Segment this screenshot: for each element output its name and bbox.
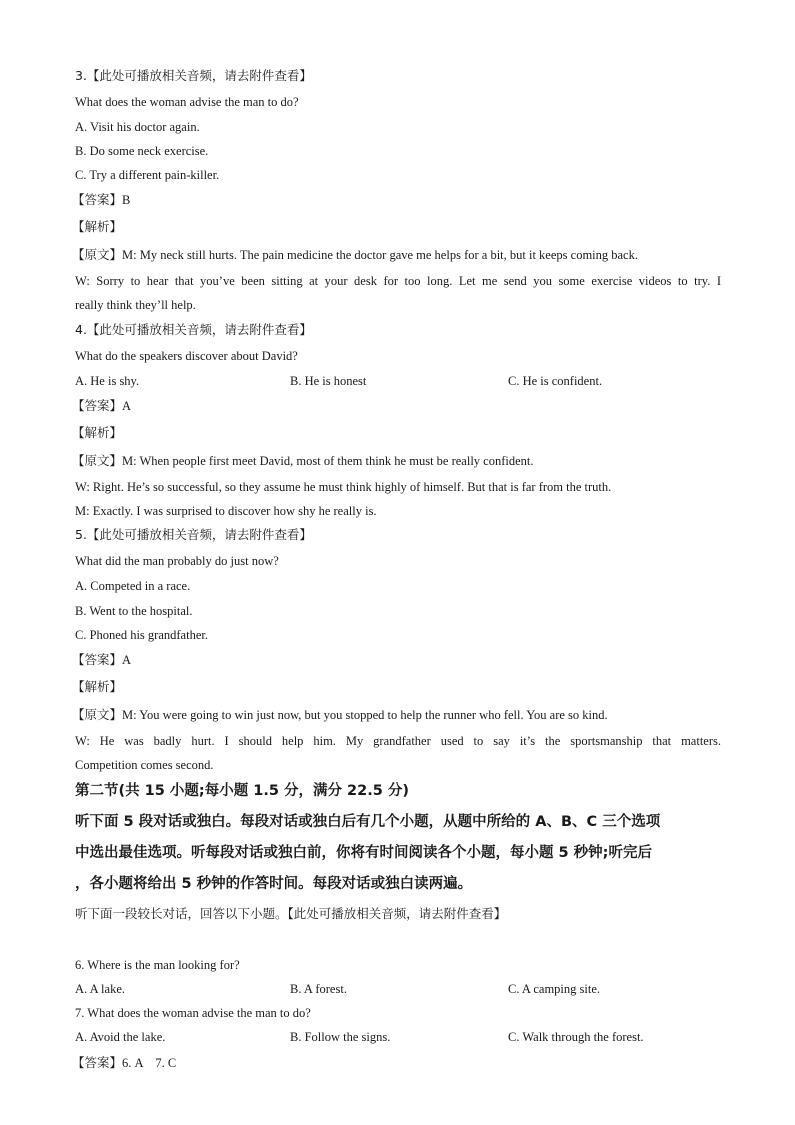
answer-tag: 【答案】 [72, 192, 123, 207]
q5-heading: 5.【此处可播放相关音频，请去附件查看】 [75, 527, 312, 542]
script-tag: 【原文】 [72, 453, 123, 468]
q6-q7-answers [72, 1055, 176, 1071]
section-2-instructions-line-3: ，各小题将给出 5 秒钟的作答时间。每段对话或独白读两遍。 [75, 876, 473, 892]
q6-option-a: A. A lake. [75, 982, 125, 996]
section-2-instructions-line-2: 中选出最佳选项。听每段对话或独白前，你将有时间阅读各个小题，每小题 5 秒钟;听完后 [75, 845, 652, 861]
q5-script-line-3: Competition comes second. [75, 758, 214, 772]
q7-option-c: C. Walk through the forest. [508, 1030, 644, 1044]
q3-heading: 3.【此处可播放相关音频，请去附件查看】 [75, 68, 312, 83]
q3-analysis-tag: 【解析】 [72, 219, 123, 234]
q5-option-a: A. Competed in a race. [75, 579, 191, 593]
q7-question: 7. What does the woman advise the man to do? [75, 1006, 311, 1020]
q4-option-b: B. He is honest [290, 374, 367, 388]
q4-script-line-1 [72, 453, 534, 469]
answer-tag: 【答案】 [72, 398, 123, 413]
q4-script-line-3: M: Exactly. I was surprised to discover how shy he really is. [75, 504, 377, 518]
q3-script-line-3: really think they’ll help. [75, 298, 196, 312]
q4-analysis-tag: 【解析】 [72, 425, 123, 440]
script-tag: 【原文】 [72, 247, 123, 262]
q4-option-a: A. He is shy. [75, 374, 140, 388]
answer-value: A [122, 399, 132, 413]
q5-question: What did the man probably do just now? [75, 554, 279, 568]
q5-analysis-tag: 【解析】 [72, 679, 123, 694]
q5-option-c: C. Phoned his grandfather. [75, 628, 208, 642]
script-text: M: When people first meet David, most of them think he must be really confident. [122, 454, 534, 468]
q3-script-line-2: W: Sorry to hear that you’ve been sitting at your desk for too long. Let me send you some exercise videos to try. I [75, 274, 721, 288]
q3-script-line-1 [72, 247, 638, 263]
q6-option-b: B. A forest. [290, 982, 347, 996]
answer-value: A [122, 653, 132, 667]
q5-script-line-1 [72, 707, 608, 723]
script-text: M: You were going to win just now, but you stopped to help the runner who fell. You are so kind. [122, 708, 608, 722]
answer-value: B [122, 193, 131, 207]
q3-answer [72, 192, 130, 208]
passage-intro: 听下面一段较长对话，回答以下小题。【此处可播放相关音频，请去附件查看】 [75, 906, 507, 921]
script-text: M: My neck still hurts. The pain medicine the doctor gave me helps for a bit, but it keeps coming back. [122, 248, 638, 262]
q4-script-line-2: W: Right. He’s so successful, so they assume he must think highly of himself. But that is far from the truth. [75, 480, 612, 494]
q7-option-b: B. Follow the signs. [290, 1030, 391, 1044]
q4-question: What do the speakers discover about David? [75, 349, 298, 363]
q3-question: What does the woman advise the man to do? [75, 95, 299, 109]
q5-answer [72, 652, 131, 668]
script-tag: 【原文】 [72, 707, 123, 722]
q4-option-c: C. He is confident. [508, 374, 603, 388]
q3-option-a: A. Visit his doctor again. [75, 120, 200, 134]
q5-script-line-2: W: He was badly hurt. I should help him. My grandfather used to say it’s the sportsmanship that matters. [75, 734, 721, 748]
q6-question: 6. Where is the man looking for? [75, 958, 240, 972]
q3-option-b: B. Do some neck exercise. [75, 144, 209, 158]
answer-value: 6. A 7. C [122, 1056, 177, 1070]
q4-heading: 4.【此处可播放相关音频，请去附件查看】 [75, 322, 312, 337]
q3-option-c: C. Try a different pain-killer. [75, 168, 220, 182]
section-2-instructions-line-1: 听下面 5 段对话或独白。每段对话或独白后有几个小题，从题中所给的 A、B、C 三个选项 [75, 814, 661, 830]
q5-option-b: B. Went to the hospital. [75, 604, 193, 618]
section-2-title: 第二节(共 15 小题;每小题 1.5 分，满分 22.5 分) [75, 783, 409, 799]
q4-answer [72, 398, 131, 414]
q7-option-a: A. Avoid the lake. [75, 1030, 166, 1044]
answer-tag: 【答案】 [72, 1055, 123, 1070]
answer-tag: 【答案】 [72, 652, 123, 667]
q6-option-c: C. A camping site. [508, 982, 601, 996]
